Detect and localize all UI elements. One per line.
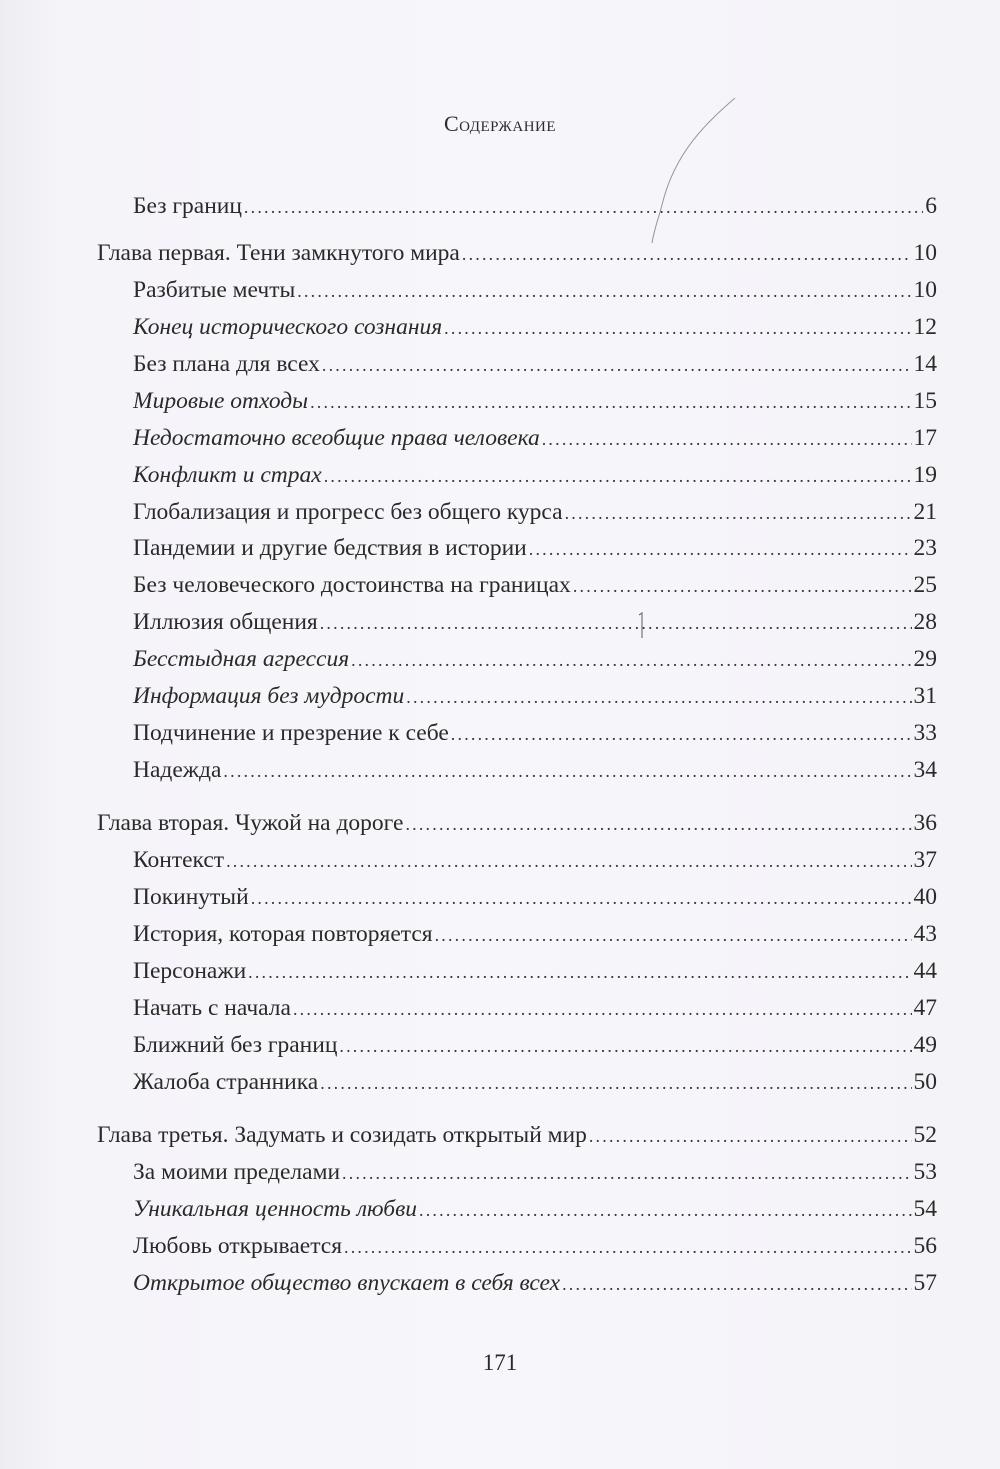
toc-entry-label: Надежда [133, 757, 222, 783]
toc-entry [97, 569, 937, 601]
toc-entry-label: Мировые отходы [133, 388, 309, 414]
toc-entry-label: Жалоба странника [133, 1069, 319, 1095]
toc-entry [97, 1193, 937, 1225]
toc-entry-label: Открытое общество впускает в себя всех [133, 1270, 561, 1296]
toc-entry [97, 496, 937, 528]
toc-entry-label: Контекст [133, 847, 225, 873]
dot-leader [435, 919, 912, 951]
toc-entry-label: Ближний без границ [133, 1032, 338, 1058]
toc-entry-label: Без границ [133, 193, 242, 219]
toc-entry-label: Любовь открывается [133, 1233, 342, 1259]
toc-entry-page: 47 [913, 995, 937, 1021]
dot-leader [223, 755, 911, 787]
toc-entry [97, 844, 937, 876]
toc-entry [97, 1029, 937, 1061]
toc-entry [97, 459, 937, 491]
dot-leader [565, 497, 912, 529]
page-title: Содержание [443, 111, 557, 136]
toc-entry [97, 606, 937, 638]
toc-entry-page: 52 [913, 1122, 937, 1148]
toc-entry [97, 680, 937, 712]
toc-entry-page: 19 [913, 462, 937, 488]
dot-leader [248, 956, 911, 988]
toc-entry-page: 28 [913, 609, 937, 635]
toc-chapter-label: Глава третья. Задумать и созидать открытый мир [97, 1122, 587, 1148]
toc-entry [97, 311, 937, 343]
page-number: 171 [482, 1350, 518, 1375]
dot-leader [344, 1231, 912, 1263]
dot-leader [406, 681, 911, 713]
dot-leader [297, 275, 911, 307]
toc-entry-label: Уникальная ценность любви [133, 1196, 418, 1222]
toc-entry [97, 992, 937, 1024]
toc-entry-page: 36 [913, 810, 937, 836]
toc-entry [97, 1156, 937, 1188]
toc-entry-label: Пандемии и другие бедствия в истории [133, 535, 527, 561]
toc-entry [97, 532, 937, 564]
dot-leader [589, 1120, 912, 1152]
toc-entry-label: Иллюзия общения [133, 609, 318, 635]
toc-entry [97, 385, 937, 417]
toc-entry-page: 34 [913, 757, 937, 783]
toc-entry-page: 40 [913, 884, 937, 910]
toc-entry-label: Конфликт и страх [133, 462, 322, 488]
dot-leader [320, 607, 912, 639]
dot-leader [251, 882, 912, 914]
dot-leader [529, 533, 912, 565]
toc-entry [97, 422, 937, 454]
dot-leader [351, 644, 911, 676]
toc-entry-label: Начать с начала [133, 995, 291, 1021]
dot-leader [324, 460, 912, 492]
toc-entry-page: 17 [913, 425, 937, 451]
toc-entry-label: Без человеческого достоинства на границах [133, 572, 571, 598]
toc-entry-page: 23 [913, 535, 937, 561]
toc-entry [97, 1230, 937, 1262]
toc-entry-label: История, которая повторяется [133, 921, 433, 947]
dot-leader [310, 386, 911, 418]
toc-entry-page: 56 [913, 1233, 937, 1259]
toc-entry-label: Подчинение и презрение к себе [133, 720, 449, 746]
toc-entry-label: За моими пределами [133, 1159, 341, 1185]
toc-entry-label: Информация без мудрости [133, 683, 405, 709]
toc-entry [97, 1066, 937, 1098]
toc-entry-page: 49 [913, 1032, 937, 1058]
dot-leader [444, 312, 911, 344]
dot-leader [342, 1157, 911, 1189]
toc-entry-page: 37 [913, 847, 937, 873]
toc-chapter-label: Глава вторая. Чужой на дороге [97, 810, 404, 836]
toc-entry [97, 717, 937, 749]
toc-entry [97, 918, 937, 950]
toc-entry-label: Недостаточно всеобщие права человека [133, 425, 540, 451]
dot-leader [542, 423, 912, 455]
toc-entry-page: 6 [925, 193, 937, 219]
toc-entry [97, 1267, 937, 1299]
toc-entry-page: 43 [913, 921, 937, 947]
toc-entry [97, 190, 937, 222]
toc-entry-page: 44 [913, 958, 937, 984]
dot-leader [405, 808, 911, 840]
toc-entry [97, 881, 937, 913]
toc-entry-page: 12 [913, 314, 937, 340]
toc-entry [97, 274, 937, 306]
toc-entry-page: 10 [913, 240, 937, 266]
toc-entry [97, 643, 937, 675]
toc-entry-label: Покинутый [133, 884, 249, 910]
toc-entry-label: Без плана для всех [133, 351, 320, 377]
toc-entry-page: 57 [913, 1270, 937, 1296]
dot-leader [419, 1194, 911, 1226]
dot-leader [244, 191, 923, 223]
toc-entry-page: 21 [913, 499, 937, 525]
toc-entry-label: Бесстыдная агрессия [133, 646, 350, 672]
dot-leader [573, 570, 912, 602]
toc-entry-page: 50 [913, 1069, 937, 1095]
dot-leader [462, 238, 912, 270]
toc-chapter [97, 237, 937, 269]
dot-leader [451, 718, 912, 750]
toc-chapter-label: Глава первая. Тени замкнутого мира [97, 240, 460, 266]
dot-leader [320, 1067, 911, 1099]
dot-leader [226, 845, 911, 877]
toc-entry-label: Конец исторического сознания [133, 314, 443, 340]
toc-entry-page: 29 [913, 646, 937, 672]
toc-entry [97, 348, 937, 380]
toc-entry-page: 33 [913, 720, 937, 746]
toc-entry-page: 15 [913, 388, 937, 414]
toc-entry-page: 31 [913, 683, 937, 709]
toc-entry-page: 14 [913, 351, 937, 377]
dot-leader [562, 1268, 911, 1300]
toc-entry [97, 754, 937, 786]
toc-entry-label: Разбитые мечты [133, 277, 296, 303]
toc-entry-page: 53 [913, 1159, 937, 1185]
toc-entry [97, 955, 937, 987]
toc-chapter [97, 1119, 937, 1151]
toc-entry-label: Персонажи [133, 958, 247, 984]
toc-entry-page: 25 [913, 572, 937, 598]
toc-chapter [97, 807, 937, 839]
dot-leader [339, 1030, 911, 1062]
toc-entry-label: Глобализация и прогресс без общего курса [133, 499, 563, 525]
toc-entry-page: 54 [913, 1196, 937, 1222]
toc-entry-page: 10 [913, 277, 937, 303]
dot-leader [322, 349, 912, 381]
dot-leader [293, 993, 912, 1025]
